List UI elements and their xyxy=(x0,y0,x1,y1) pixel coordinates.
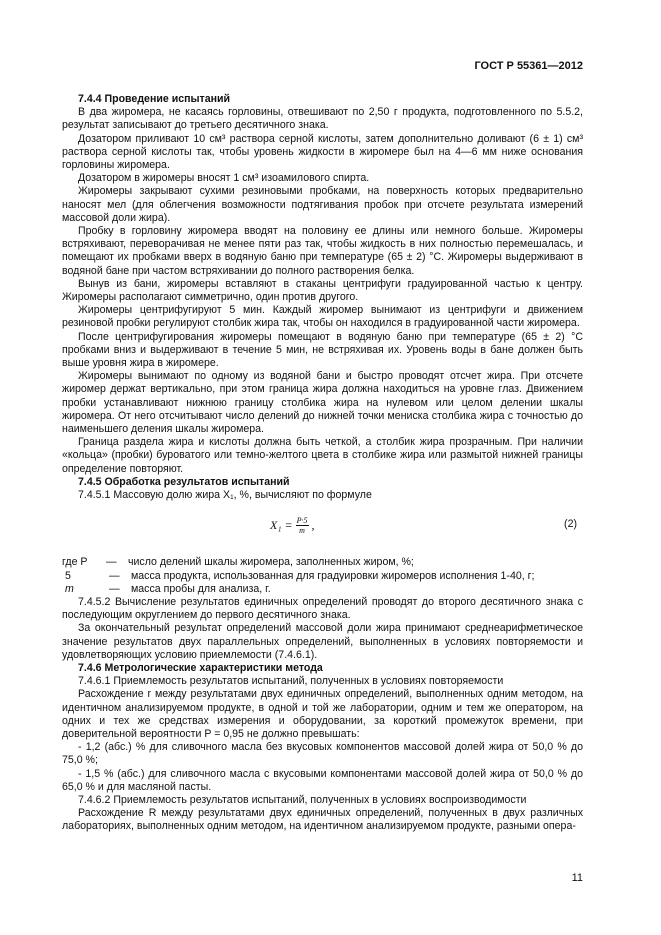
paragraph: Дозатором в жиромеры вносят 1 см³ изоамилового спирта. xyxy=(78,172,370,185)
formula-fraction xyxy=(296,516,309,535)
where-item xyxy=(62,583,583,596)
where-symbol: m xyxy=(65,582,74,595)
formula-expression xyxy=(270,516,315,535)
paragraph: Расхождение R между результатами двух единичных определений, полученных в двух различных лабораториях, выполненных одним методом, на идентичном анализируемом продукте, разными опера- xyxy=(62,807,583,833)
paragraph: 7.4.5.1 Массовую долю жира X₁, %, вычисляют по формуле xyxy=(78,489,372,502)
paragraph: Жиромеры закрывают сухими резиновыми пробками, на поверхность которых предварительно наносят мел (для облегчения возможности подтягивания пробок при отсчете результата измерений массовой доли жира). xyxy=(62,185,583,224)
paragraph: Расхождение r между результатами двух единичных определений, выполненных одним методом, на идентичном анализируемом продукте, в одной и той же лаборатории, одним и тем же оператором, на одних и тех же средствах измерения и оборудовании, за короткий промежуток времени, при доверительной вероятности P = 0,95 не должно превышать: xyxy=(62,688,583,740)
where-symbol: где P xyxy=(62,556,88,569)
document-body xyxy=(62,93,583,834)
formula-tail: , xyxy=(311,518,315,533)
section-heading: 7.4.4 Проведение испытаний xyxy=(78,93,231,105)
page-number: 11 xyxy=(571,872,583,884)
where-list xyxy=(62,556,583,596)
where-dash: — xyxy=(106,556,117,569)
formula-numerator: P·5 xyxy=(296,516,308,526)
paragraph: В два жиромера, не касаясь горловины, отвешивают по 2,50 г продукта, подготовленного по 5.5.2, результат записывают до третьего десятичного знака. xyxy=(62,106,583,132)
formula-number: (2) xyxy=(564,518,577,531)
section-heading: 7.4.5 Обработка результатов испытаний xyxy=(78,475,290,488)
where-item xyxy=(62,570,583,583)
paragraph: - 1,2 (абс.) % для сливочного масла без вкусовых компонентов массовой долей жира от 50,0 % до 75,0 %; xyxy=(62,741,583,767)
standard-header: ГОСТ Р 55361—2012 xyxy=(474,60,583,72)
where-text: масса продукта, использованная для градуировки жиромеров исполнения 1-40, г; xyxy=(131,569,535,582)
where-text: масса пробы для анализа, г. xyxy=(131,582,271,595)
where-dash: — xyxy=(109,569,120,582)
paragraph: Вынув из бани, жиромеры вставляют в стаканы центрифуги градуированной частью к центру. Жиромеры располагают симметрично, один против другого. xyxy=(62,277,583,304)
paragraph: 7.4.6.1 Приемлемость результатов испытаний, полученных в условиях повторяемости xyxy=(78,675,504,688)
where-symbol: 5 xyxy=(65,569,71,582)
section-heading: 7.4.6 Метрологические характеристики метода xyxy=(78,661,323,674)
formula-lhs: X₁ = xyxy=(270,518,293,533)
paragraph: Жиромеры вынимают по одному из водяной бани и быстро проводят отсчет жира. При отсчете жиромер держат вертикально, при этом граница жира должна находиться на уровне глаз. Движением пробки устанавливают нижнюю границу столбика жира на нулевом или целом делении шкалы жиромера. От него отсчитывают число делений до нижней точки мениска столбика жира с точностью до наименьшего деления шкалы жиромера. xyxy=(62,370,583,436)
paragraph: Граница раздела жира и кислоты должна быть четкой, а столбик жира прозрачным. При наличии «кольца» (пробки) буроватого или темно-желтого цвета в столбике жира или размытой нижней границы определение повторяют. xyxy=(62,436,583,475)
paragraph: 7.4.6.2 Приемлемость результатов испытаний, полученных в условиях воспроизводимости xyxy=(78,793,527,806)
paragraph: За окончательный результат определений массовой доли жира принимают среднеарифметическое значение результатов двух параллельных определений, выполненных в условиях повторяемости и удовлетворяющих условию приемлемости (7.4.6.1). xyxy=(62,622,583,661)
paragraph: - 1,5 % (абс.) для сливочного масла с вкусовыми компонентами массовой долей жира от 50,0 % до 65,0 % и для масляной пасты. xyxy=(62,767,583,793)
paragraph: После центрифугирования жиромеры помещают в водяную баню при температуре (65 ± 2) °С пробками вниз и выдерживают в течение 5 мин, не встряхивая их. Уровень воды в бане должен быть выше уровня жира в жиромере. xyxy=(62,330,583,370)
formula xyxy=(62,512,583,546)
where-dash: — xyxy=(109,582,120,595)
where-text: число делений шкалы жиромера, заполненных жиром, %; xyxy=(128,556,414,569)
paragraph: 7.4.5.2 Вычисление результатов единичных определений проводят до второго десятичного знака с последующим округлением до первого десятичного знака. xyxy=(62,595,583,622)
formula-denominator: m xyxy=(299,526,305,536)
paragraph: Жиромеры центрифугируют 5 мин. Каждый жиромер вынимают из центрифуги и движением резиновой пробки регулируют столбик жира так, чтобы он находился в градуированной части жиромера. xyxy=(62,304,583,330)
paragraph: Дозатором приливают 10 см³ раствора серной кислоты, затем дополнительно доливают (6 ± 1) см³ раствора серной кислоты так, чтобы уровень жидкости в жиромере был на 4—6 мм ниже основания горловины жиромера. xyxy=(62,132,583,172)
paragraph: Пробку в горловину жиромера вводят на половину ее длины или немного больше. Жиромеры встряхивают, переворачивая не менее пяти раз так, чтобы жидкость в них полностью перемешалась, и помещают их пробками вверх в водяную баню при температуре (65 ± 2) °С. Жиромеры выдерживают в водяной бане при частом встряхивании до полного растворения белка. xyxy=(62,225,583,277)
where-item xyxy=(62,556,583,569)
